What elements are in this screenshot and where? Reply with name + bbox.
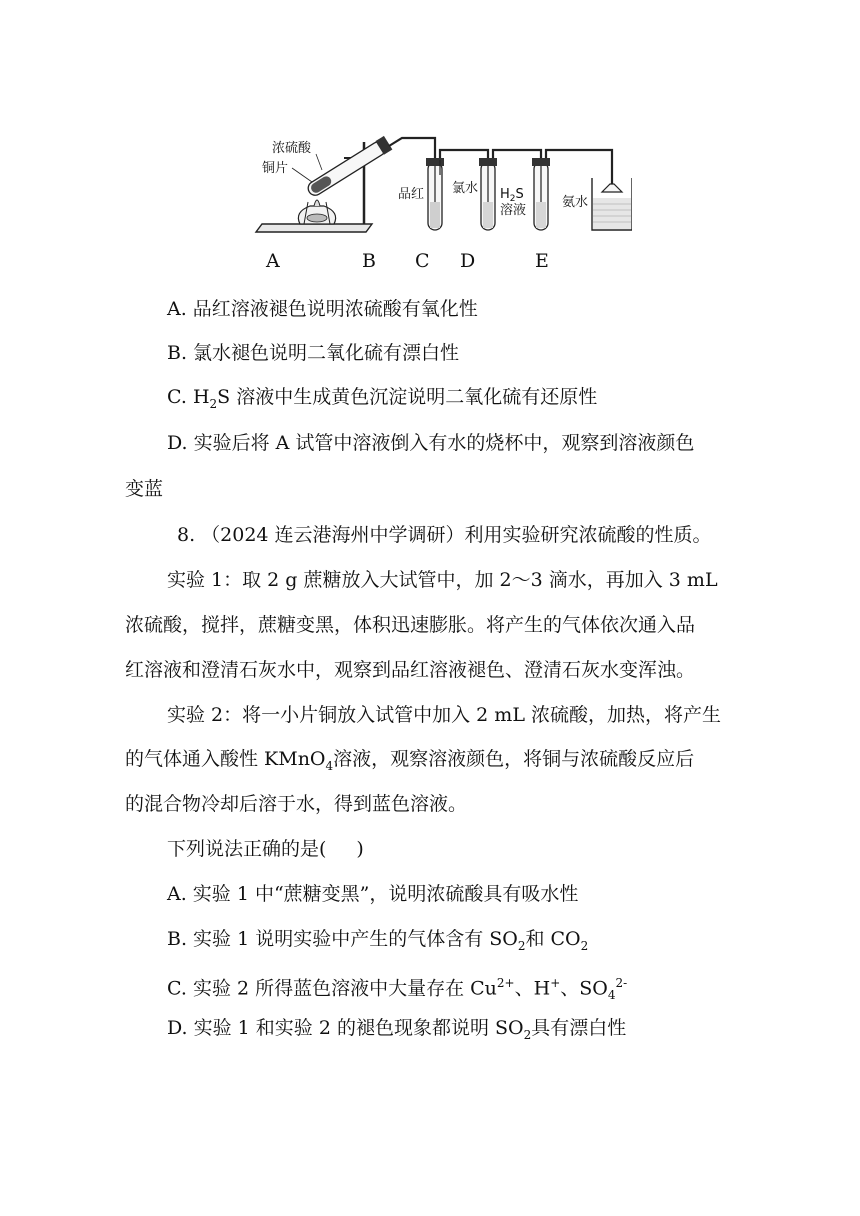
letter-D: D <box>460 250 476 272</box>
q8-option-C: C. 实验 2 所得蓝色溶液中大量存在 $Cu^{2+}$、H+、$SO_4^{2-}$ <box>167 976 628 1003</box>
q8-exp2-line3: 的混合物冷却后溶于水，得到蓝色溶液。 <box>125 793 468 815</box>
flame <box>314 200 320 206</box>
inverted-funnel <box>602 184 622 192</box>
letter-B: B <box>362 250 376 272</box>
letter-C: C <box>415 250 430 272</box>
label-h2s: $H_2S$ <box>500 187 524 204</box>
label-ammonia: 氨水 <box>562 195 589 210</box>
label-conc-acid: 浓硫酸 <box>272 141 312 156</box>
q8-exp2-line1: 实验 2：将一小片铜放入试管中加入 2 mL 浓硫酸，加热，将产生 <box>167 704 721 726</box>
q8-exp1-line1: 实验 1：取 2 g 蔗糖放入大试管中，加 2～3 滴水，再加入 3 mL <box>167 569 718 591</box>
q8-option-D: D. 实验 1 和实验 2 的褪色现象都说明 $SO_2$具有漂白性 <box>167 1017 627 1042</box>
test-tube-C <box>426 158 444 230</box>
q7-option-B: B. 氯水褪色说明二氧化硫有漂白性 <box>167 342 460 364</box>
test-tube-D <box>479 158 497 230</box>
delivery-tube-1 <box>389 138 435 158</box>
test-tube-E <box>532 158 550 230</box>
test-tube-A <box>305 136 392 199</box>
label-chlorine-water: 氯水 <box>452 181 479 196</box>
q7-option-D-cont: 变蓝 <box>125 478 164 500</box>
q8-exp1-line2: 浓硫酸，搅拌，蔗糖变黑，体积迅速膨胀。将产生的气体依次通入品 <box>125 614 696 636</box>
apparatus-svg <box>252 120 632 245</box>
apparatus-letters <box>0 250 860 276</box>
letter-E: E <box>535 250 549 272</box>
q8-stem: 8. （2024 连云港海州中学调研）利用实验研究浓硫酸的性质。 <box>177 524 712 546</box>
q8-exp2-line2: 的气体通入酸性 KMnO$_4$溶液，观察溶液颜色，将铜与浓硫酸反应后 <box>125 748 695 773</box>
q7-option-A: A. 品红溶液褪色说明浓硫酸有氧化性 <box>167 298 478 320</box>
q7-option-C: C. $H_2S$ 溶液中生成黄色沉淀说明二氧化硫有还原性 <box>167 386 598 411</box>
apparatus-diagram <box>252 120 632 245</box>
label-solution: 溶液 <box>500 203 527 218</box>
letter-A: A <box>266 250 280 272</box>
q8-option-B: B. 实验 1 说明实验中产生的气体含有 $SO_2$和 $CO_2$ <box>167 928 589 953</box>
label-copper: 铜片 <box>262 161 289 176</box>
q7-option-D: D. 实验后将 A 试管中溶液倒入有水的烧杯中，观察到溶液颜色 <box>167 432 695 454</box>
label-pinhong: 品红 <box>398 187 425 202</box>
q8-question: 下列说法正确的是( ) <box>167 838 364 860</box>
q8-option-A: A. 实验 1 中“蔗糖变黑”，说明浓硫酸具有吸水性 <box>167 883 579 905</box>
q8-exp1-line3: 红溶液和澄清石灰水中，观察到品红溶液褪色、澄清石灰水变浑浊。 <box>125 659 696 681</box>
iron-stand-base <box>256 224 372 232</box>
